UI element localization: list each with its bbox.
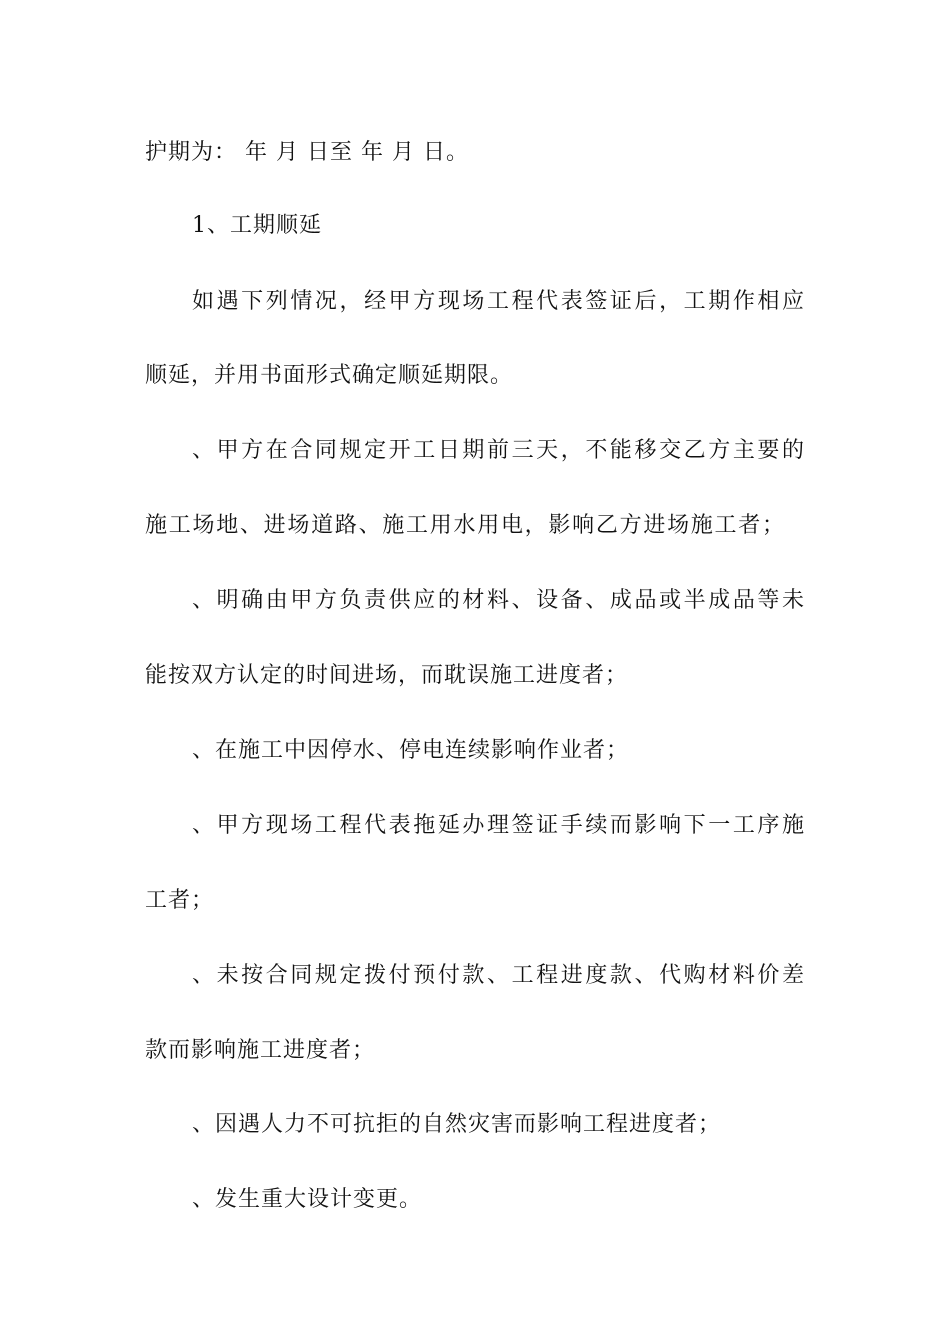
list-item-line: 、在施工中因停水、停电连续影响作业者；: [192, 738, 630, 763]
list-item-line: 款而影响施工进度者；: [145, 1038, 376, 1063]
list-item-line: 、甲方在合同规定开工日期前三天，不能移交乙方主要的: [192, 438, 805, 463]
paragraph-line: 顺延，并用书面形式确定顺延期限。: [145, 363, 514, 388]
list-item-line: 、未按合同规定拨付预付款、工程进度款、代购材料价差: [192, 963, 805, 988]
section-heading-schedule-extension: 1、工期顺延: [192, 213, 322, 238]
paragraph-line: 如遇下列情况，经甲方现场工程代表签证后，工期作相应: [192, 289, 805, 314]
list-item-line: 、明确由甲方负责供应的材料、设备、成品或半成品等未: [192, 588, 805, 613]
list-item-line: 、甲方现场工程代表拖延办理签证手续而影响下一工序施: [192, 813, 805, 838]
list-item-line: 、发生重大设计变更。: [192, 1187, 423, 1212]
list-item-line: 施工场地、进场道路、施工用水用电，影响乙方进场施工者；: [145, 513, 785, 538]
list-item-line: 工者；: [145, 888, 215, 913]
text-line-warranty-period: 护期为： 年 月 日至 年 月 日。: [145, 140, 469, 165]
list-item-line: 能按双方认定的时间进场，而耽误施工进度者；: [145, 663, 629, 688]
list-item-line: 、因遇人力不可抗拒的自然灾害而影响工程进度者；: [192, 1112, 722, 1137]
